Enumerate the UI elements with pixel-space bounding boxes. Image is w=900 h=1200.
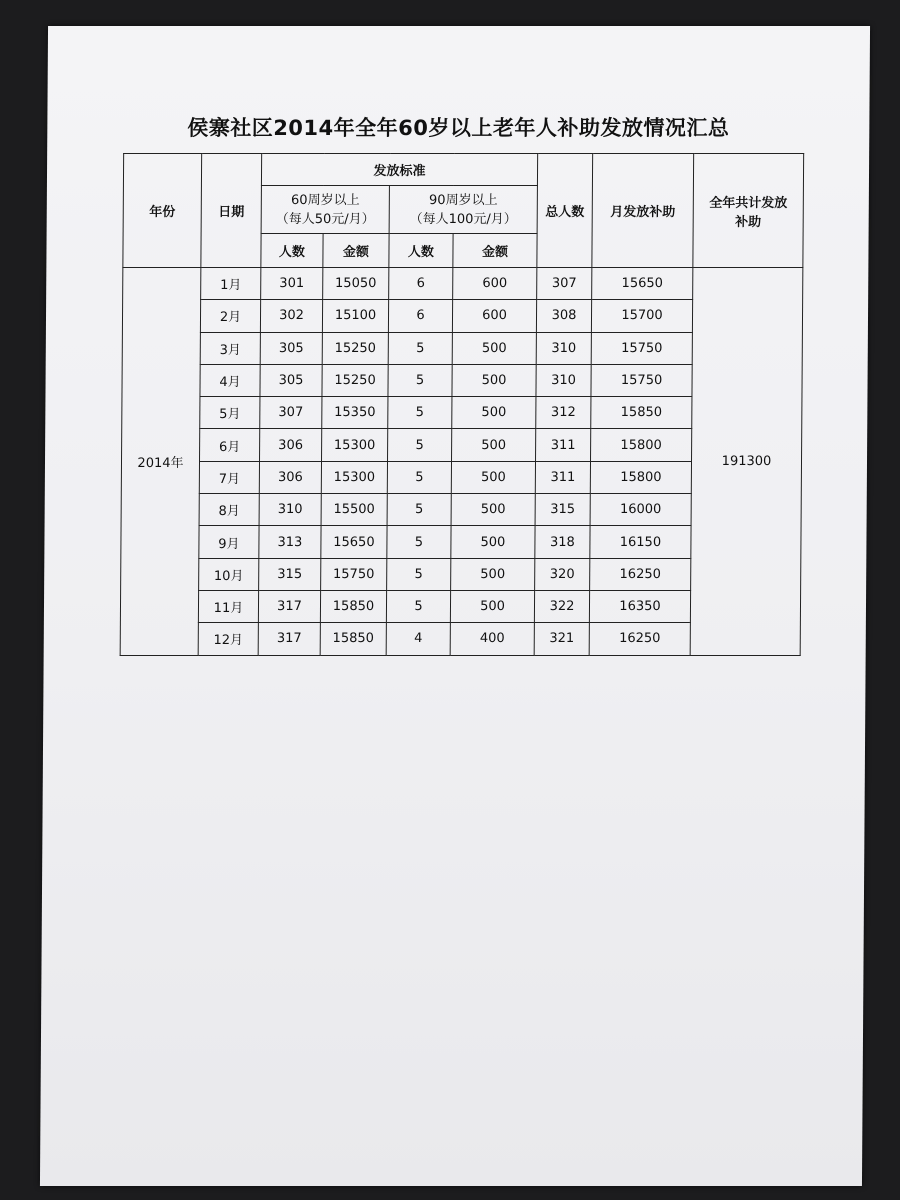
cell-amount-90: 500: [452, 332, 536, 364]
header-people-60: 人数: [261, 234, 323, 268]
document-title: 侯寨社区2014年全年60岁以上老年人补助发放情况汇总: [187, 116, 730, 140]
cell-amount-90: 500: [452, 364, 536, 396]
cell-people-60: 313: [259, 526, 321, 558]
cell-total-people: 320: [535, 558, 590, 590]
cell-amount-90: 600: [452, 300, 536, 332]
cell-people-90: 5: [387, 494, 451, 526]
header-annual-total: [693, 154, 804, 268]
header-group-60: [261, 186, 389, 234]
cell-month: 2月: [200, 300, 260, 332]
cell-month: 9月: [199, 526, 259, 558]
cell-monthly-subsidy: 15750: [591, 332, 692, 364]
header-group-90-line1: 90周岁以上: [429, 192, 498, 208]
cell-monthly-subsidy: 15800: [590, 461, 691, 493]
header-amount-90: 金额: [453, 234, 537, 268]
cell-amount-60: 15250: [322, 364, 388, 396]
cell-amount-90: 500: [451, 494, 535, 526]
header-annual-total-line1: 全年共计发放: [709, 195, 788, 211]
cell-month: 3月: [200, 332, 260, 364]
cell-month: 6月: [200, 429, 260, 461]
cell-amount-90: 500: [452, 397, 536, 429]
cell-people-60: 317: [258, 590, 320, 622]
cell-monthly-subsidy: 15850: [591, 397, 692, 429]
cell-people-60: 305: [260, 332, 322, 364]
cell-amount-60: 15850: [320, 590, 386, 622]
cell-people-60: 306: [260, 429, 322, 461]
cell-people-90: 5: [388, 429, 452, 461]
cell-amount-60: 15300: [321, 461, 387, 493]
cell-people-60: 310: [259, 494, 321, 526]
cell-people-90: 6: [389, 268, 453, 300]
cell-total-people: 308: [536, 300, 591, 332]
cell-people-60: 317: [258, 623, 320, 655]
header-group-90-line2: （每人100元/月）: [409, 211, 517, 227]
cell-people-90: 5: [388, 332, 452, 364]
cell-total-people: 310: [536, 364, 591, 396]
cell-amount-60: 15100: [322, 300, 388, 332]
cell-month: 8月: [199, 494, 259, 526]
table-body: [120, 268, 803, 656]
cell-amount-60: 15300: [322, 429, 388, 461]
cell-month: 10月: [199, 558, 259, 590]
cell-total-people: 312: [536, 397, 591, 429]
cell-amount-60: 15250: [322, 332, 388, 364]
cell-amount-60: 15050: [323, 268, 389, 300]
cell-monthly-subsidy: 16150: [590, 526, 691, 558]
cell-total-people: 310: [536, 332, 591, 364]
cell-people-90: 6: [388, 300, 452, 332]
cell-amount-90: 500: [450, 590, 534, 622]
cell-people-90: 4: [386, 623, 450, 655]
cell-annual-total: 191300: [690, 268, 803, 656]
cell-amount-60: 15750: [321, 558, 387, 590]
cell-people-90: 5: [387, 461, 451, 493]
header-annual-total-line2: 补助: [735, 214, 762, 230]
cell-people-60: 315: [259, 558, 321, 590]
cell-month: 11月: [198, 590, 258, 622]
cell-monthly-subsidy: 15800: [591, 429, 692, 461]
cell-people-60: 307: [260, 397, 322, 429]
header-total-people: 总人数: [537, 154, 593, 268]
cell-amount-90: 500: [452, 429, 536, 461]
header-people-90: 人数: [389, 234, 453, 268]
cell-monthly-subsidy: 15700: [591, 300, 692, 332]
header-group-90: [389, 186, 537, 234]
cell-month: 4月: [200, 364, 260, 396]
cell-people-60: 302: [260, 300, 322, 332]
header-monthly-subsidy: 月发放补助: [592, 154, 694, 268]
cell-total-people: 311: [536, 429, 591, 461]
cell-month: 5月: [200, 397, 260, 429]
header-standard: 发放标准: [261, 154, 537, 186]
cell-monthly-subsidy: 16000: [590, 494, 691, 526]
header-group-60-line1: 60周岁以上: [291, 192, 360, 208]
cell-amount-90: 500: [451, 461, 535, 493]
cell-total-people: 318: [535, 526, 590, 558]
paper-sheet: [40, 26, 870, 1186]
cell-people-90: 5: [387, 558, 451, 590]
header-amount-60: 金额: [323, 234, 389, 268]
header-date: 日期: [201, 154, 262, 268]
cell-amount-90: 500: [451, 526, 535, 558]
table-row: [123, 268, 803, 300]
subsidy-table: [120, 153, 805, 656]
cell-people-90: 5: [388, 364, 452, 396]
cell-total-people: 307: [537, 268, 592, 300]
cell-amount-60: 15650: [321, 526, 387, 558]
cell-total-people: 315: [535, 494, 590, 526]
cell-monthly-subsidy: 15650: [592, 268, 693, 300]
cell-monthly-subsidy: 16250: [589, 623, 690, 655]
cell-people-90: 5: [388, 397, 452, 429]
cell-total-people: 321: [534, 623, 589, 655]
cell-amount-60: 15350: [322, 397, 388, 429]
cell-people-60: 306: [259, 461, 321, 493]
cell-amount-60: 15850: [320, 623, 386, 655]
cell-monthly-subsidy: 16350: [589, 590, 690, 622]
header-year: 年份: [123, 154, 202, 268]
cell-people-60: 301: [261, 268, 323, 300]
cell-people-60: 305: [260, 364, 322, 396]
cell-monthly-subsidy: 16250: [590, 558, 691, 590]
cell-month: 1月: [201, 268, 261, 300]
cell-monthly-subsidy: 15750: [591, 364, 692, 396]
cell-amount-90: 400: [450, 623, 534, 655]
cell-total-people: 322: [534, 590, 589, 622]
cell-people-90: 5: [386, 590, 450, 622]
cell-amount-90: 500: [451, 558, 535, 590]
cell-year: 2014年: [120, 268, 201, 656]
cell-amount-90: 600: [453, 268, 537, 300]
cell-month: 12月: [198, 623, 258, 655]
cell-people-90: 5: [387, 526, 451, 558]
cell-month: 7月: [199, 461, 259, 493]
header-group-60-line2: （每人50元/月）: [275, 211, 375, 227]
cell-total-people: 311: [535, 461, 590, 493]
cell-amount-60: 15500: [321, 494, 387, 526]
